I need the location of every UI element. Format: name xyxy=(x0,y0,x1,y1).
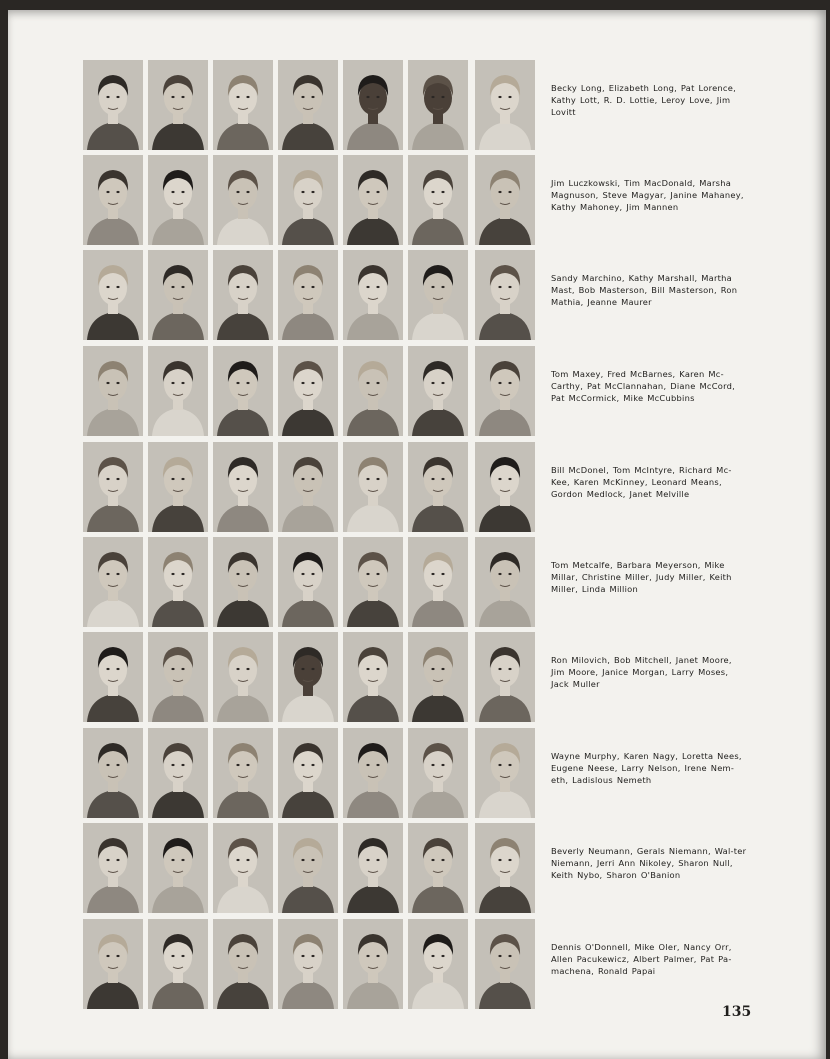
portrait-photo xyxy=(278,537,338,627)
portrait-photo xyxy=(343,823,403,913)
portrait-photo xyxy=(278,728,338,818)
row-names-caption: Beverly Neumann, Gerals Niemann, Wal-ter Niemann, Jerri Ann Nikoley, Sharon Null, Keith Nybo, Sharon O'Banion xyxy=(551,846,747,880)
portrait-photo xyxy=(278,250,338,340)
portrait-photo xyxy=(343,60,403,150)
portrait-photo xyxy=(148,632,208,722)
portrait-photo xyxy=(408,346,468,436)
portrait-photo xyxy=(83,919,143,1009)
portrait-photo xyxy=(148,442,208,532)
portrait-photo xyxy=(213,346,273,436)
portrait-photo xyxy=(83,728,143,818)
portrait-photo xyxy=(278,442,338,532)
portrait-photo xyxy=(408,728,468,818)
portrait-photo xyxy=(213,632,273,722)
portrait-photo xyxy=(343,632,403,722)
portrait-photo xyxy=(408,250,468,340)
portrait-photo xyxy=(213,919,273,1009)
portrait-photo xyxy=(278,60,338,150)
portrait-photo xyxy=(343,442,403,532)
portrait-photo xyxy=(213,728,273,818)
portrait-photo xyxy=(213,442,273,532)
portrait-photo xyxy=(475,823,535,913)
row-names-caption: Becky Long, Elizabeth Long, Pat Lorence, Kathy Lott, R. D. Lottie, Leroy Love, Jim Lovitt xyxy=(551,83,736,117)
portrait-photo xyxy=(278,919,338,1009)
portrait-photo xyxy=(278,632,338,722)
row-names-caption: Tom Metcalfe, Barbara Meyerson, Mike Millar, Christine Miller, Judy Miller, Keith Miller, Linda Million xyxy=(551,560,732,594)
portrait-photo xyxy=(475,537,535,627)
portrait-photo xyxy=(148,60,208,150)
portrait-photo xyxy=(408,919,468,1009)
row-names-caption: Sandy Marchino, Kathy Marshall, Martha Mast, Bob Masterson, Bill Masterson, Ron Mathia, Jeanne Maurer xyxy=(551,273,738,307)
portrait-photo xyxy=(148,346,208,436)
row-names-caption: Dennis O'Donnell, Mike Oler, Nancy Orr, Allen Pacukewicz, Albert Palmer, Pat Pa-machena, Ronald Papai xyxy=(551,942,732,976)
portrait-photo xyxy=(475,346,535,436)
portrait-photo xyxy=(83,155,143,245)
portrait-photo xyxy=(148,919,208,1009)
portrait-photo xyxy=(475,250,535,340)
portrait-photo xyxy=(278,346,338,436)
portrait-photo xyxy=(148,537,208,627)
portrait-photo xyxy=(83,442,143,532)
row-names-caption: Ron Milovich, Bob Mitchell, Janet Moore, Jim Moore, Janice Morgan, Larry Moses, Jack Muller xyxy=(551,655,732,689)
portrait-photo xyxy=(408,537,468,627)
portrait-photo xyxy=(83,823,143,913)
portrait-photo xyxy=(83,346,143,436)
portrait-photo xyxy=(213,250,273,340)
portrait-photo xyxy=(343,537,403,627)
portrait-photo xyxy=(475,155,535,245)
portrait-photo xyxy=(83,60,143,150)
row-names-caption: Wayne Murphy, Karen Nagy, Loretta Nees, Eugene Neese, Larry Nelson, Irene Nem-eth, Ladislous Nemeth xyxy=(551,751,742,785)
portrait-photo xyxy=(148,823,208,913)
portrait-photo xyxy=(343,346,403,436)
portrait-photo xyxy=(83,537,143,627)
portrait-photo xyxy=(83,250,143,340)
row-names-caption: Tom Maxey, Fred McBarnes, Karen Mc-Carthy, Pat McClannahan, Diane McCord, Pat McCormick, Mike McCubbins xyxy=(551,369,736,403)
portrait-photo xyxy=(148,728,208,818)
portrait-photo xyxy=(148,250,208,340)
portrait-photo xyxy=(408,60,468,150)
portrait-photo xyxy=(213,537,273,627)
portrait-photo xyxy=(343,250,403,340)
portrait-photo xyxy=(408,442,468,532)
portrait-photo xyxy=(343,155,403,245)
portrait-photo xyxy=(213,823,273,913)
yearbook-page xyxy=(8,10,826,1059)
portrait-photo xyxy=(475,442,535,532)
portrait-photo xyxy=(408,632,468,722)
portrait-photo xyxy=(475,728,535,818)
portrait-photo xyxy=(475,632,535,722)
portrait-photo xyxy=(408,823,468,913)
row-names-caption: Bill McDonel, Tom McIntyre, Richard Mc-Kee, Karen McKinney, Leonard Means, Gordon Medlock, Janet Melville xyxy=(551,465,732,499)
page-number: 135 xyxy=(722,1004,752,1020)
portrait-photo xyxy=(278,155,338,245)
portrait-photo xyxy=(475,60,535,150)
portrait-photo xyxy=(213,155,273,245)
row-names-caption: Jim Luczkowski, Tim MacDonald, Marsha Magnuson, Steve Magyar, Janine Mahaney, Kathy Mahoney, Jim Mannen xyxy=(551,178,744,212)
portrait-photo xyxy=(213,60,273,150)
portrait-photo xyxy=(278,823,338,913)
portrait-photo xyxy=(408,155,468,245)
portrait-photo xyxy=(343,728,403,818)
portrait-photo xyxy=(83,632,143,722)
portrait-photo xyxy=(148,155,208,245)
portrait-photo xyxy=(475,919,535,1009)
portrait-photo xyxy=(343,919,403,1009)
